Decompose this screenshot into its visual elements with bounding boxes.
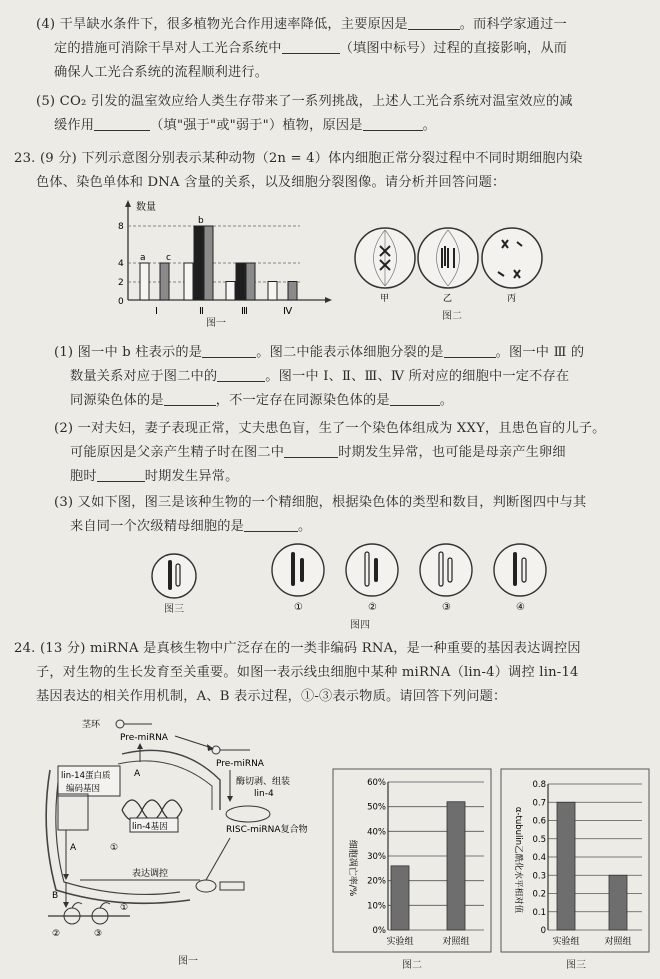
q23-fig3-fig4 <box>140 540 560 616</box>
fig1-ytick: 2 <box>118 278 124 288</box>
answer-blank[interactable] <box>164 392 216 406</box>
bar-2 <box>609 875 627 930</box>
answer-blank[interactable] <box>244 518 298 532</box>
bar-c-4 <box>288 282 297 301</box>
q23-part2-line2 <box>70 444 640 462</box>
ytick-label: 10% <box>367 901 386 912</box>
text: 。图一中 Ⅰ、Ⅱ、Ⅲ、Ⅳ 所对应的细胞中一定不存在 <box>265 369 570 384</box>
q24-fig3-chart <box>500 768 650 953</box>
q24-fig1-caption: 图一 <box>178 956 198 967</box>
answer-blank[interactable] <box>408 16 460 30</box>
ytick-label: 0.4 <box>532 853 546 863</box>
bar-c-1 <box>160 263 169 300</box>
ytick-label: 0.5 <box>532 834 546 845</box>
ytick-label: 40% <box>367 827 386 838</box>
ytick-label: 50% <box>367 802 386 813</box>
lin14-gene-label-a: lin-14蛋白质 <box>61 771 111 781</box>
q24-fig1-diagram <box>30 710 340 964</box>
q24-fig2-chart <box>332 768 492 953</box>
fig2-label-bing: 丙 <box>507 294 517 302</box>
text: 胞时 <box>70 469 97 484</box>
fig2-category-1: 实验组 <box>386 937 414 947</box>
lin14-gene-label-b: 编码基因 <box>66 784 101 794</box>
text: 。 <box>298 519 312 534</box>
bar-1 <box>391 866 409 930</box>
ytick-label: 0.3 <box>532 871 546 882</box>
fig2-label-yi: 乙 <box>443 294 453 302</box>
series-label-c: c <box>166 253 171 263</box>
answer-blank[interactable] <box>217 368 265 382</box>
fig1-ytick: 4 <box>118 259 124 269</box>
ytick-label: 0.1 <box>532 907 546 918</box>
text: 时期发生异常。 <box>144 469 239 484</box>
category-1: Ⅰ <box>155 306 158 317</box>
q23-part1-line1 <box>54 344 640 362</box>
fig1-origin: 0 <box>118 297 124 307</box>
answer-blank[interactable] <box>363 117 423 131</box>
answer-blank[interactable] <box>444 344 496 358</box>
q23-fig2-cells <box>352 222 552 302</box>
text: 时期发生异常，也可能是母亲产生卵细 <box>338 445 566 460</box>
bar-b-3 <box>236 263 245 300</box>
bar-2 <box>447 802 465 930</box>
series-label-a: a <box>140 253 146 263</box>
bar-c-3 <box>246 263 255 300</box>
text: (4) 干旱缺水条件下，很多植物光合作用速率降低，主要原因是 <box>36 17 408 32</box>
category-2: Ⅱ <box>199 306 204 317</box>
q22-line-1 <box>36 16 640 34</box>
text: 数量关系对应于图二中的 <box>70 369 218 384</box>
bar-a-1 <box>140 263 149 300</box>
fig3-category-2: 对照组 <box>604 937 632 947</box>
answer-blank[interactable] <box>202 344 256 358</box>
category-3: Ⅲ <box>241 306 248 317</box>
ytick-label: 0.8 <box>532 780 546 790</box>
fig2-ylabel: 细胞凋亡率/% <box>347 839 357 897</box>
text: 。 <box>422 118 437 133</box>
fig1-caption: 图一 <box>206 318 226 329</box>
text: 定的措施可消除干旱对人工光合系统中 <box>54 41 282 56</box>
fig3-category-1: 实验组 <box>552 937 580 947</box>
process-a-label-2: A <box>134 769 141 779</box>
regulation-label: 表达调控 <box>132 869 169 879</box>
text: ，不一定存在同源染色体的是 <box>215 393 390 408</box>
q23-part1-line2 <box>70 368 640 386</box>
fig2-label-jia: 甲 <box>380 294 390 302</box>
q23-part3-line1: (3) 又如下图，图三是该种生物的一个精细胞，根据染色体的类型和数目，判断图四中与其 <box>54 495 587 510</box>
text: 。 <box>439 393 454 408</box>
text: 。而科学家通过一 <box>459 17 567 32</box>
fig3-ylabel: α-tubulin乙酰化水平相对值 <box>513 806 523 914</box>
q23-stem-1: 23. (9 分) 下列示意图分别表示某种动物（2n = 4）体内细胞正常分裂过程中不同时期细胞内染 <box>14 151 583 166</box>
fig4-label-1: ① <box>294 602 303 613</box>
q24-fig3-caption: 图三 <box>566 960 586 971</box>
substance-1-label: ① <box>120 903 129 913</box>
q22-line-3: 确保人工光合系统的流程顺利进行。 <box>54 65 269 80</box>
substance-1-label-top: ① <box>110 843 119 853</box>
fig2-caption: 图二 <box>442 311 462 322</box>
category-4: Ⅳ <box>283 306 293 317</box>
text: 可能原因是父亲产生精子时在图二中 <box>70 445 285 460</box>
q23-part2-line1: (2) 一对夫妇，妻子表现正常，丈夫患色盲，生了一个染色体组成为 XXY，且患色盲的儿子。 <box>54 421 606 436</box>
ytick-label: 0.2 <box>532 889 546 900</box>
risc-label: RISC-miRNA复合物 <box>226 825 308 835</box>
q22-line-4: (5) CO₂ 引发的温室效应给人类生存带来了一系列挑战，上述人工光合系统对温室效应的减 <box>36 94 573 109</box>
bar-a-2 <box>184 263 193 300</box>
fig4-caption: 图四 <box>350 620 370 631</box>
series-label-b: b <box>198 216 204 226</box>
bar-a-3 <box>226 282 235 301</box>
fig4-label-4: ④ <box>516 602 525 613</box>
stem-loop-label: 茎环 <box>82 720 101 730</box>
ytick-label: 0.6 <box>532 816 546 827</box>
ytick-label: 0% <box>372 926 386 936</box>
substance-2-label: ② <box>52 929 61 939</box>
q24-stem-3: 基因表达的相关作用机制，A、B 表示过程，①-③表示物质。请回答下列问题： <box>36 689 507 704</box>
ytick-label: 20% <box>367 876 386 887</box>
answer-blank[interactable] <box>390 392 440 406</box>
substance-3-label: ③ <box>94 929 103 939</box>
lin4-gene-label: lin-4基因 <box>132 822 168 832</box>
text: 。图二中能表示体细胞分裂的是 <box>256 345 444 360</box>
fig2-category-2: 对照组 <box>442 937 470 947</box>
ytick-label: 30% <box>367 852 386 862</box>
ytick-label: 0 <box>540 926 546 936</box>
lin4-label: lin-4 <box>254 789 274 799</box>
q24-stem-1: 24. (13 分) miRNA 是真核生物中广泛存在的一类非编码 RNA，是一种重要的基因表达调控因 <box>14 641 581 656</box>
bar-1 <box>557 802 575 930</box>
process-a-label: A <box>70 843 77 853</box>
q23-part1-line3 <box>70 392 640 410</box>
text: （填图中标号）过程的直接影响，从而 <box>339 41 568 56</box>
q22-line-2 <box>54 40 640 58</box>
answer-blank[interactable] <box>94 117 150 131</box>
q22-line-5 <box>54 117 640 135</box>
answer-blank[interactable] <box>282 40 340 54</box>
bar-a-4 <box>268 282 277 301</box>
bar-c-2 <box>204 226 213 300</box>
q24-fig2-caption: 图二 <box>402 960 422 971</box>
bar-b-2 <box>194 226 203 300</box>
answer-blank[interactable] <box>97 468 145 482</box>
answer-blank[interactable] <box>284 444 338 458</box>
process-b-label: B <box>52 891 59 901</box>
text: 缓作用 <box>54 118 95 133</box>
ytick-label: 60% <box>367 778 386 788</box>
pre-mirna-label-2: Pre-miRNA <box>216 759 264 769</box>
text: 来自同一个次级精母细胞的是 <box>70 519 245 534</box>
q23-part2-line3 <box>70 468 640 486</box>
fig4-label-3: ③ <box>442 602 451 613</box>
q23-stem-2: 色体、染色单体和 DNA 含量的关系，以及细胞分裂图像。请分析并回答问题： <box>36 175 506 190</box>
text: 同源染色体的是 <box>70 393 164 408</box>
pre-mirna-label-1: Pre-miRNA <box>120 733 168 743</box>
text: (1) 图一中 b 柱表示的是 <box>54 345 203 360</box>
text: 。图一中 Ⅲ 的 <box>495 345 585 360</box>
fig1-ylabel: 数量 <box>136 202 156 213</box>
ytick-label: 0.7 <box>532 798 546 809</box>
q23-part3-line2 <box>70 518 640 536</box>
cut-assemble-label: 酶切剥、组装 <box>236 777 291 787</box>
text: （填"强于"或"弱于"）植物，原因是 <box>150 118 363 133</box>
fig1-ytick: 8 <box>118 222 124 232</box>
q24-stem-2: 子，对生物的生长发育至关重要。如图一表示线虫细胞中某种 miRNA（lin-4）调控 lin-14 <box>36 665 579 680</box>
q23-fig1-chart <box>100 196 340 326</box>
fig4-label-2: ② <box>368 602 377 613</box>
fig3-caption: 图三 <box>164 604 184 615</box>
